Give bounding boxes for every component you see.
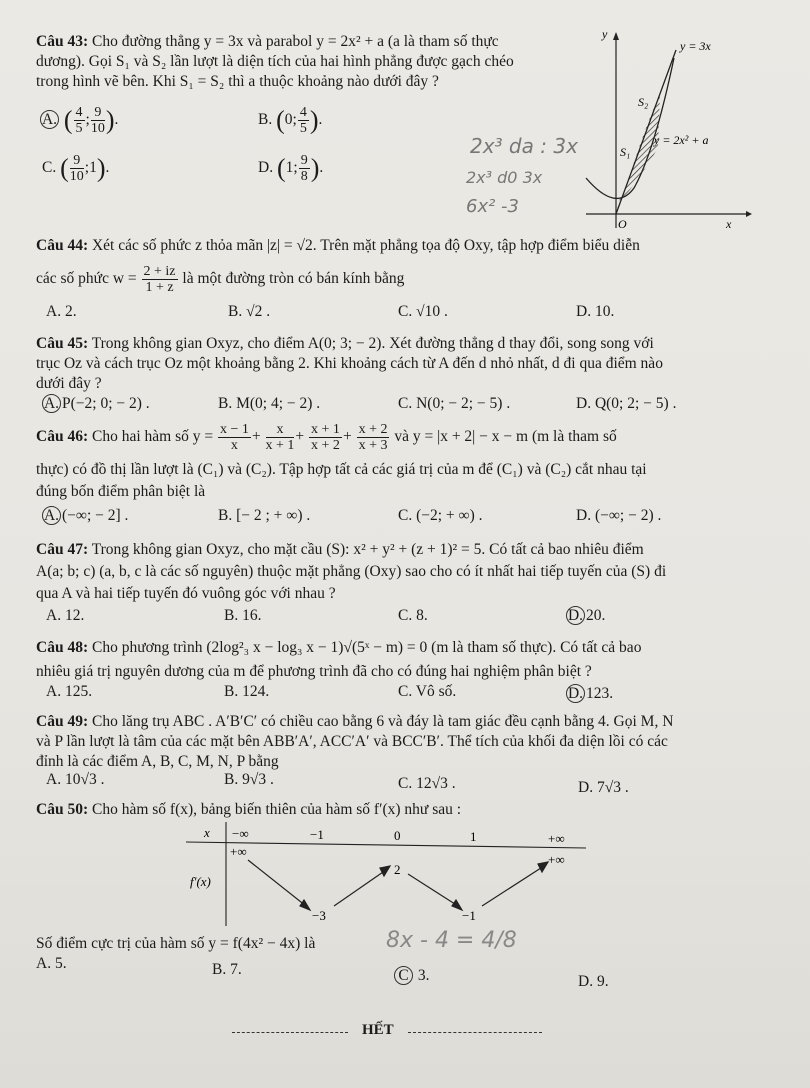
q45-line2: trục Oz và cách trục Oz một khoảng bằng 2. Khi khoảng cách từ A đến d nhỏ nhất, d đi qua điểm nào xyxy=(36,355,663,372)
x-axis-label: x xyxy=(726,217,732,231)
q44-option-d: D. 10. xyxy=(576,303,615,320)
q48-line1: Câu 48: Cho phương trình (2log²₃ x − log₃ x − 1)√(5ˣ − m) = 0 (m là tham số thực). Có tất cả bao xyxy=(36,639,642,656)
q44-option-b: B. √2 . xyxy=(228,303,271,320)
q47-option-a: A. 12. xyxy=(46,607,85,624)
q50-option-b: B. 7. xyxy=(212,961,242,978)
table-f-0: +∞ xyxy=(230,844,247,859)
s2-label: S₂ xyxy=(638,95,649,109)
q43-line3: trong hình vẽ bên. Khi S₁ = S₂ thì a thuộc khoảng nào dưới đây ? xyxy=(36,73,439,90)
q43-line2: dương). Gọi S₁ và S₂ lần lượt là diện tích của hai hình phẳng được gạch chéo xyxy=(36,53,514,70)
q50-variation-table xyxy=(186,822,596,928)
q47-line3: qua A và hai tiếp tuyến đó vuông góc với nhau ? xyxy=(36,585,336,602)
q47-option-c: C. 8. xyxy=(398,607,428,624)
q45-line3: dưới đây ? xyxy=(36,375,102,392)
q43-graph xyxy=(576,28,766,238)
q49-option-b: B. 9√3 . xyxy=(224,771,274,788)
table-x-3: 1 xyxy=(470,829,477,844)
q50-line1: Câu 50: Cho hàm số f(x), bảng biến thiên của hàm số f′(x) như sau : xyxy=(36,801,462,818)
q50-handwriting: 8x - 4 = 4/8 xyxy=(386,928,517,953)
q49-option-a: A. 10√3 . xyxy=(46,771,105,788)
q43-line1: Câu 43: Cho đường thẳng y = 3x và parabol y = 2x² + a (a là tham số thực xyxy=(36,33,499,50)
q47-line1: Câu 47: Trong không gian Oxyz, cho mặt cầu (S): x² + y² + (z + 1)² = 5. Có tất cả bao nhiêu điểm xyxy=(36,541,644,558)
q44-option-a: A. 2. xyxy=(46,303,77,320)
q50-question: Số điểm cực trị của hàm số y = f(4x² − 4x) là xyxy=(36,935,316,952)
q43-option-b: B. (0; $\frac{4}{5}$ ). xyxy=(258,104,323,136)
q47-line2: A(a; b; c) (a, b, c là các số nguyên) thuộc mặt phẳng (Oxy) sao cho có ít nhất hai tiếp tuyến của (S) đi xyxy=(36,563,667,580)
q46-option-b: B. [− 2 ; + ∞) . xyxy=(218,507,311,524)
table-f-2: 2 xyxy=(394,862,401,877)
q46-line1: Câu 46: Cho hai hàm số y = $\frac{x - 1}{x}$ + $\frac{x}{x + 1}$ + $\frac{x + 1}{x + 2}$ + $\frac{x + 2}{x + 3}$ và y = |x + 2| − x − m (m là tham số xyxy=(36,421,617,453)
q49-line1: Câu 49: Cho lăng trụ ABC . A′B′C′ có chiều cao bằng 6 và đáy là tam giác đều cạnh bằng 4. Gọi M, N xyxy=(36,713,674,730)
q47-option-d: D. 20. xyxy=(567,607,606,624)
q43-handwriting-2: 2x³ d0 3x xyxy=(466,168,543,187)
table-f-3: −1 xyxy=(462,908,476,923)
q50-option-c: C 3. xyxy=(394,966,430,986)
q46-option-a: A. (−∞; − 2] . xyxy=(43,507,129,524)
q48-line2: nhiêu giá trị nguyên dương của m để phương trình đã cho có đúng hai nghiệm phân biệt ? xyxy=(36,663,592,680)
q45-option-c: C. N(0; − 2; − 5) . xyxy=(398,395,511,412)
q46-option-d: D. (−∞; − 2) . xyxy=(576,507,662,524)
arrow-down-2 xyxy=(408,874,458,906)
parabola-label: y = 2x² + a xyxy=(654,133,709,147)
q43-option-c: C. ( $\frac{9}{10}$ ;1). xyxy=(42,152,110,184)
q49-option-c: C. 12√3 . xyxy=(398,775,456,792)
end-text: HẾT xyxy=(362,1022,394,1038)
q45-option-d: D. Q(0; 2; − 5) . xyxy=(576,395,677,412)
table-x-1: −1 xyxy=(310,827,324,842)
q49-line3: đỉnh là các điểm A, B, C, M, N, P bằng xyxy=(36,753,279,770)
q49-option-d: D. 7√3 . xyxy=(578,779,629,796)
arrow-down-1 xyxy=(248,860,306,906)
q50-option-d: D. 9. xyxy=(578,973,609,990)
y-axis-label: y xyxy=(602,28,608,41)
table-f-1: −3 xyxy=(312,908,326,923)
end-marker xyxy=(232,1022,542,1042)
line-y3x xyxy=(616,50,676,214)
origin-label: O xyxy=(618,217,627,231)
q43-option-a: A. ( $\frac{4}{5}$ ; $\frac{9}{10}$ ). xyxy=(41,104,119,136)
q45-line1: Câu 45: Trong không gian Oxyz, cho điểm A(0; 3; − 2). Xét đường thẳng d thay đổi, song song với xyxy=(36,335,654,352)
q43-handwriting-1: 2x³ da : 3x xyxy=(470,134,578,158)
q48-option-a: A. 125. xyxy=(46,683,93,700)
table-x-4: +∞ xyxy=(548,831,565,846)
table-x-label: x xyxy=(204,825,210,840)
q49-line2: và P lần lượt là tâm của các mặt bên ABB′A′, ACC′A′ và BCC′B′. Thể tích của khối đa diện lồi có các xyxy=(36,733,668,750)
q44-option-c: C. √10 . xyxy=(398,303,448,320)
q44-line2: các số phức w = $\frac{2 + iz}{1 + z}$ là một đường tròn có bán kính bằng xyxy=(36,263,405,295)
table-fx-label: f′(x) xyxy=(190,874,211,889)
q48-option-b: B. 124. xyxy=(224,683,270,700)
s1-label: S₁ xyxy=(620,145,631,159)
q47-option-b: B. 16. xyxy=(224,607,262,624)
q46-option-c: C. (−2; + ∞) . xyxy=(398,507,483,524)
arrow-up-2 xyxy=(482,866,544,906)
q46-line2: thực) có đồ thị lần lượt là (C₁) và (C₂). Tập hợp tất cả các giá trị của m để (C₁) và (C₂) cắt nhau tại xyxy=(36,461,647,478)
table-f-4: +∞ xyxy=(548,852,565,867)
q48-option-c: C. Vô số. xyxy=(398,683,457,700)
q50-option-a: A. 5. xyxy=(36,955,67,972)
q44-line1: Câu 44: Xét các số phức z thỏa mãn |z| = √2. Trên mặt phẳng tọa độ Oxy, tập hợp điểm biểu diễn xyxy=(36,237,640,254)
q46-line3: đúng bốn điểm phân biệt là xyxy=(36,483,206,500)
q43-option-d: D. (1; $\frac{9}{8}$ ). xyxy=(258,152,324,184)
q48-option-d: D. 123. xyxy=(567,685,614,702)
table-x-0: −∞ xyxy=(232,826,249,841)
table-x-2: 0 xyxy=(394,828,401,843)
q43-handwriting-3: 6x² -3 xyxy=(466,196,519,217)
line-label: y = 3x xyxy=(680,39,711,53)
q45-option-a: A. P(−2; 0; − 2) . xyxy=(43,395,150,412)
arrow-up-1 xyxy=(334,870,386,906)
q45-option-b: B. M(0; 4; − 2) . xyxy=(218,395,321,412)
